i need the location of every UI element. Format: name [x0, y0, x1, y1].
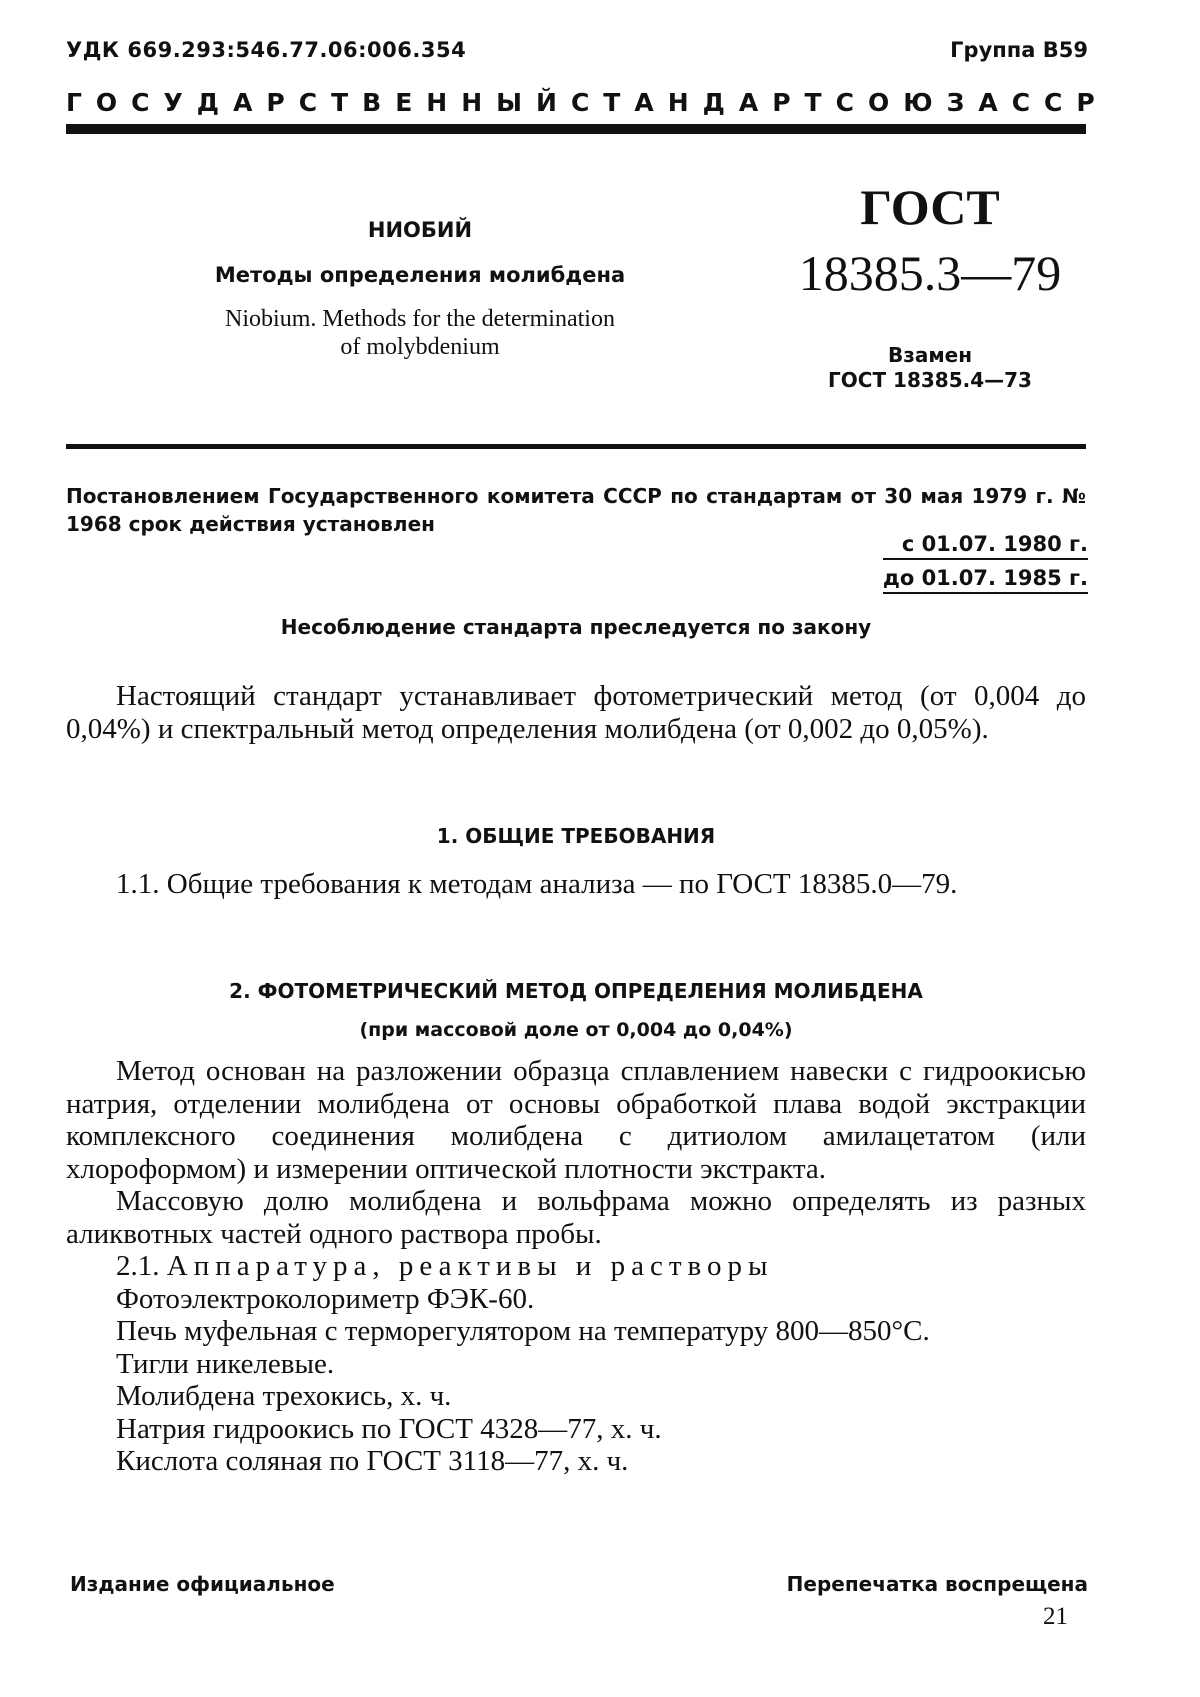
instead-label: Взамен — [887, 343, 973, 367]
group-code: Группа В59 — [950, 38, 1088, 62]
method-paragraph: Метод основан на разложении образца сплавлением навески с гидроокисью натрия, отделении молибдена от основы обработкой плава водой экстракции комплексного соединения молибдена с дитиолом амилацетатом (или хлороформом) и измерении оптической плотности экстракта. — [66, 1055, 1086, 1185]
decree-text: Постановлением Государственного комитета СССР по стандартам от 30 мая 1979 г. № 1968 срок действия установлен — [66, 484, 1086, 536]
banner-word: ГОСУДАРСТВЕННЫЙ — [66, 88, 571, 117]
header-rule — [66, 124, 1086, 134]
edition-label: Издание официальное — [70, 1572, 335, 1596]
reagent-item: Натрия гидроокись по ГОСТ 4328—77, х. ч. — [116, 1412, 662, 1445]
valid-from: с 01.07. 1980 г. — [883, 532, 1088, 560]
section-1-paragraph: 1.1. Общие требования к методам анализа — по ГОСТ 18385.0—79. — [116, 868, 958, 900]
title-rule — [66, 444, 1086, 449]
validity-dates — [883, 532, 1088, 600]
section-1-body — [66, 868, 1086, 901]
method-paragraph: Массовую долю молибдена и вольфрама можно определять из разных аликвотных частей одного раствора пробы. — [66, 1185, 1086, 1250]
section-1-title: 1. ОБЩИЕ ТРЕБОВАНИЯ — [436, 824, 716, 848]
document-subtitle: Методы определения молибдена — [214, 263, 626, 287]
section-2-heading — [66, 975, 1086, 1046]
section-2-body — [66, 1055, 1086, 1478]
law-notice: Несоблюдение стандарта преследуется по закону — [280, 615, 872, 639]
banner-word: СТАНДАРТ — [570, 88, 836, 117]
section-1 — [66, 820, 1086, 853]
reagent-item: Молибдена трехокись, х. ч. — [116, 1380, 452, 1412]
state-standard-banner — [66, 88, 1109, 117]
reagent-item: Тигли никелевые. — [116, 1347, 335, 1380]
gost-label: ГОСТ — [860, 179, 1000, 235]
banner-word: СОЮЗА — [835, 88, 1012, 117]
reagent-item: Кислота соляная по ГОСТ 3118—77, х. ч. — [116, 1445, 629, 1477]
reagent-item: Печь муфельная с терморегулятором на температуру 800—850°С. — [116, 1315, 930, 1347]
english-title-line: Niobium. Methods for the determination — [225, 306, 615, 332]
valid-to: до 01.07. 1985 г. — [883, 566, 1088, 594]
intro-paragraph — [66, 680, 1086, 745]
page-number: 21 — [1043, 1603, 1068, 1630]
udk-code: УДК 669.293:546.77.06:006.354 — [66, 38, 467, 62]
english-title-line: of molybdenium — [340, 334, 500, 360]
reagent-item: Фотоэлектроколориметр ФЭК-60. — [116, 1282, 535, 1315]
intro-text: Настоящий стандарт устанавливает фотометрический метод (от 0,004 до 0,04%) и спектральный метод определения молибдена (от 0,002 до 0,05%). — [66, 680, 1086, 745]
subsection-number: 2.1. — [116, 1250, 160, 1282]
section-2-subtitle: (при массовой доле от 0,004 до 0,04%) — [359, 1018, 793, 1041]
section-2-title: 2. ФОТОМЕТРИЧЕСКИЙ МЕТОД ОПРЕДЕЛЕНИЯ МОЛИБДЕНА — [229, 979, 923, 1003]
reprint-notice: Перепечатка воспрещена — [786, 1572, 1088, 1596]
subsection-heading — [66, 1250, 1086, 1283]
gost-number: 18385.3—79 — [798, 245, 1062, 301]
banner-word: ССР — [1011, 88, 1109, 117]
english-title — [160, 305, 680, 361]
document-title: НИОБИЙ — [367, 218, 473, 242]
replaced-standard: ГОСТ 18385.4—73 — [828, 368, 1032, 392]
subsection-title: Аппаратура, реактивы и растворы — [166, 1250, 774, 1282]
